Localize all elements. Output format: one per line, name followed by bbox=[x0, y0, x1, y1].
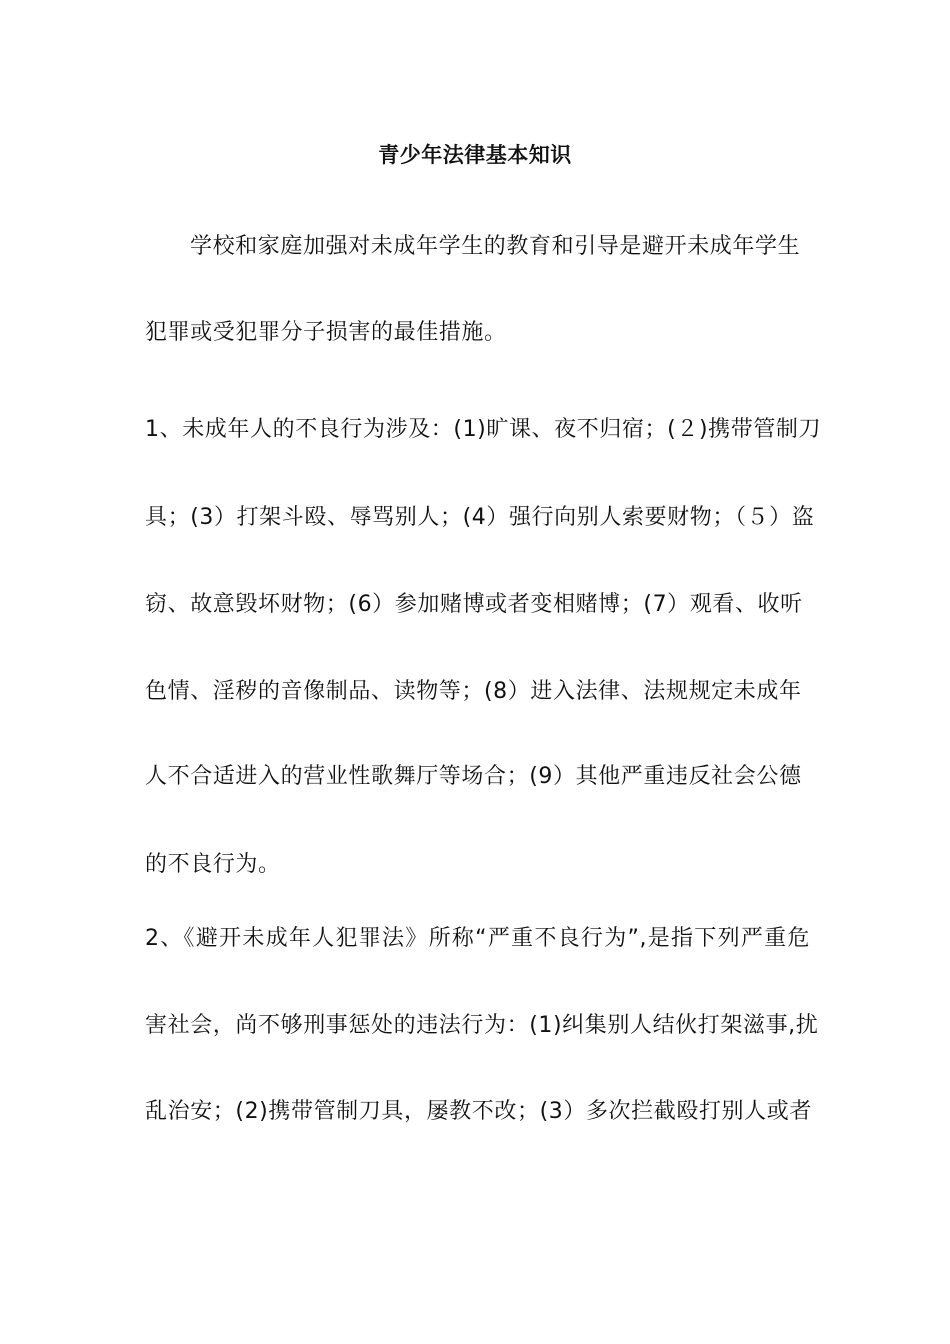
document-title: 青少年法律基本知识 bbox=[378, 143, 572, 167]
intro-line-2: 犯罪或受犯罪分子损害的最佳措施。 bbox=[145, 320, 507, 345]
intro-line-1: 学校和家庭加强对未成年学生的教育和引导是避开未成年学生 bbox=[190, 234, 801, 259]
item-1-line-2: 具；(3）打架斗殴、辱骂别人；(4）强行向别人索要财物；（５）盗 bbox=[145, 505, 815, 530]
item-2-line-3: 乱治安；(2)携带管制刀具，屡教不改；(3）多次拦截殴打别人或者 bbox=[145, 1099, 812, 1124]
item-1-line-4: 色情、淫秽的音像制品、读物等；(8）进入法律、法规规定未成年 bbox=[145, 679, 802, 704]
item-2-line-2: 害社会，尚不够刑事惩处的违法行为：(1)纠集别人结伙打架滋事,扰 bbox=[145, 1013, 819, 1038]
item-1-line-1: 1、未成年人的不良行为涉及：(1)旷课、夜不归宿；(２)携带管制刀 bbox=[145, 417, 822, 442]
item-1-line-5: 人不合适进入的营业性歌舞厅等场合；(9）其他严重违反社会公德 bbox=[145, 764, 802, 789]
item-2-line-1: 2、《避开未成年人犯罪法》所称“严重不良行为”,是指下列严重危 bbox=[145, 926, 810, 951]
item-1-line-3: 窃、故意毁坏财物；(6）参加赌博或者变相赌博；(7）观看、收听 bbox=[145, 592, 803, 617]
item-1-line-6: 的不良行为。 bbox=[145, 852, 281, 877]
